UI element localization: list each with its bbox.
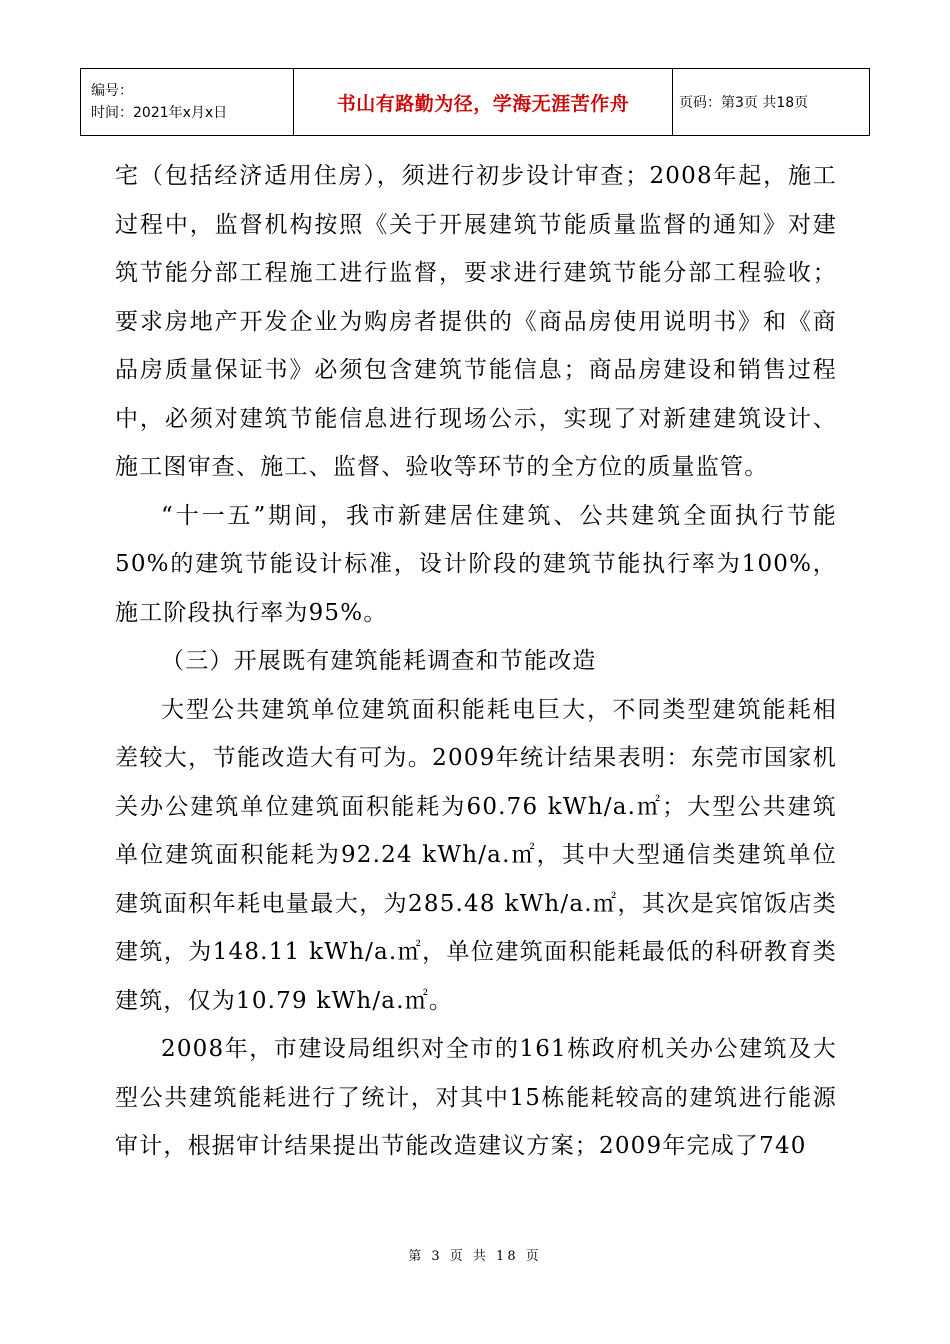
section-heading: （三）开展既有建筑能耗调查和节能改造 [161,648,597,674]
paragraph-2008-statistics: 2008年，市建设局组织对全市的161栋政府机关办公建筑及大型公共建筑能耗进行了统计，对其中15栋能耗较高的建筑进行能源审计，根据审计结果提出节能改造建议方案；2009年完成了740 [115,1036,837,1159]
page-footer: 第 3 页 共 18 页 [408,1249,542,1264]
paragraph-energy-consumption: 大型公共建筑单位建筑面积能耗电巨大，不同类型建筑能耗相差较大，节能改造大有可为。2009年统计结果表明：东莞市国家机关办公建筑单位建筑面积能耗为60.76 kWh/a.㎡；大型公共建筑单位建筑面积能耗为92.24 kWh/a.㎡，其中大型通信类建筑单位建筑面积年耗电量最大，为285.48 kWh/a.㎡，其次是宾馆饭店类建筑，为148.11 kWh/a.㎡，单位建筑面积能耗最低的科研教育类建筑，仅为10.79 kWh/a.㎡。 [115,696,837,1014]
paragraph-continued: 宅（包括经济适用住房），须进行初步设计审查；2008年起，施工过程中，监督机构按照《关于开展建筑节能质量监督的通知》对建筑节能分部工程施工进行监督，要求进行建筑节能分部工程验收；要求房地产开发企业为购房者提供的《商品房使用说明书》和《商品房质量保证书》必须包含建筑节能信息；商品房建设和销售过程中，必须对建筑节能信息进行现场公示，实现了对新建建筑设计、施工图审查、施工、监督、验收等环节的全方位的质量监管。 [115,163,837,480]
paragraph-eleventh-five-year: “十一五”期间，我市新建居住建筑、公共建筑全面执行节能50%的建筑节能设计标准，设计阶段的建筑节能执行率为100%，施工阶段执行率为95%。 [115,502,837,626]
header-meta-cell [81,69,294,136]
document-body [115,152,837,1171]
document-header [80,68,870,136]
document-number-label: 编号： [91,83,133,99]
header-page-info: 页码：第3页 共18页 [673,69,870,136]
header-motto: 书山有路勤为径，学海无涯苦作舟 [294,69,673,136]
document-date-label: 时间：2021年x月x日 [91,105,228,121]
